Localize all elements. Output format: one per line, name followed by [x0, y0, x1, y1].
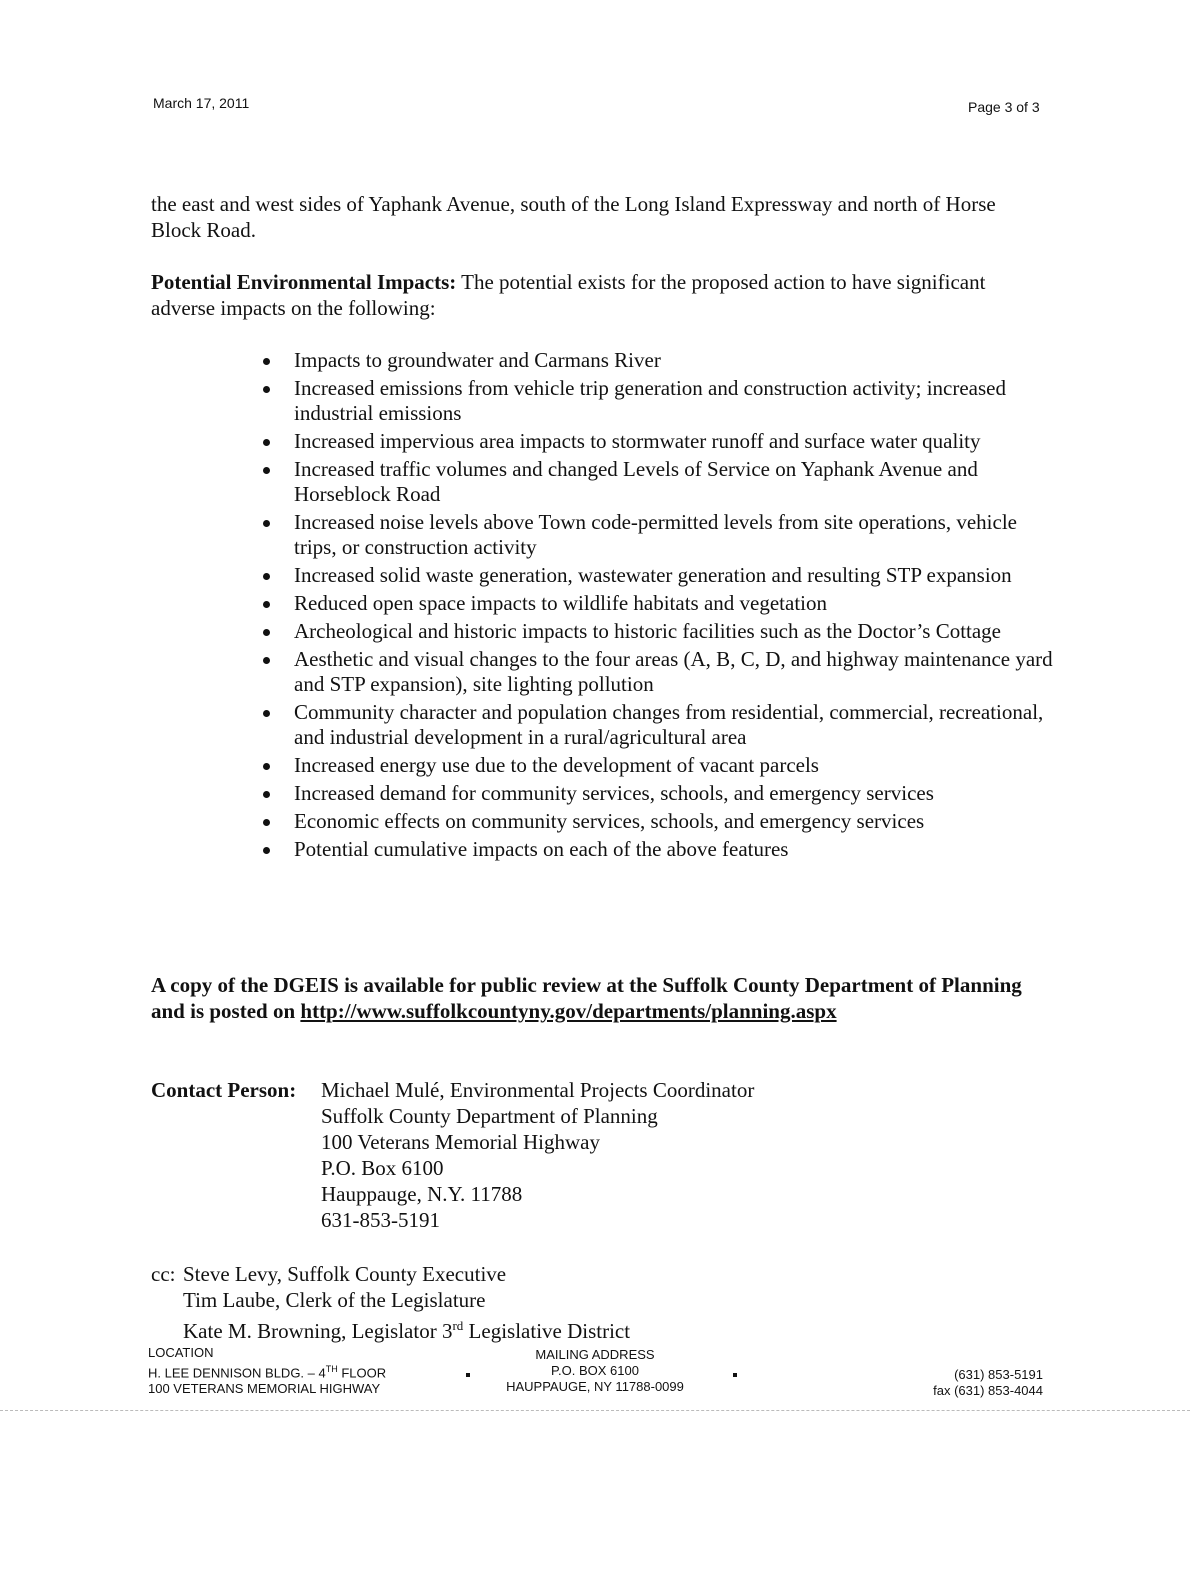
page-number: Page 3 of 3: [968, 99, 1040, 115]
footer-building: H. LEE DENNISON BLDG. – 4TH FLOOR: [148, 1364, 387, 1381]
impacts-paragraph: [151, 269, 1051, 321]
contact-po-box: P.O. Box 6100: [321, 1156, 444, 1180]
footer-po-box: P.O. BOX 6100: [551, 1363, 639, 1378]
planning-website-link[interactable]: http://www.suffolkcountyny.gov/departments/planning.aspx: [300, 999, 837, 1023]
footer-mailing-address: [490, 1347, 700, 1395]
letter-date: March 17, 2011: [153, 95, 250, 111]
list-item: Increased impervious area impacts to stormwater runoff and surface water quality: [258, 429, 1058, 454]
cc-recipients: [183, 1261, 630, 1344]
availability-notice: [151, 972, 1051, 1024]
list-item: Increased noise levels above Town code-permitted levels from site operations, vehicle trips, or construction activity: [258, 510, 1058, 560]
list-item: Increased energy use due to the development of vacant parcels: [258, 753, 1058, 778]
list-item: Increased traffic volumes and changed Levels of Service on Yaphank Avenue and Horseblock Road: [258, 457, 1058, 507]
cc-recipient: Tim Laube, Clerk of the Legislature: [183, 1288, 486, 1312]
footer-location-label: LOCATION: [148, 1345, 214, 1360]
footer-phone: (631) 853-5191: [954, 1367, 1043, 1382]
cc-recipient: Kate M. Browning, Legislator 3rd Legislative District: [183, 1318, 631, 1343]
contact-phone: 631-853-5191: [321, 1208, 440, 1232]
footer-separator-dot: [733, 1373, 737, 1377]
contact-department: Suffolk County Department of Planning: [321, 1104, 658, 1128]
list-item: Increased emissions from vehicle trip generation and construction activity; increased industrial emissions: [258, 376, 1058, 426]
footer-city: HAUPPAUGE, NY 11788-0099: [506, 1379, 684, 1394]
contact-city: Hauppauge, N.Y. 11788: [321, 1182, 523, 1206]
list-item: Aesthetic and visual changes to the four areas (A, B, C, D, and highway maintenance yard and STP expansion), site lighting pollution: [258, 647, 1058, 697]
impacts-list: [258, 348, 1058, 865]
cc-label: cc:: [151, 1262, 176, 1286]
list-item: Increased solid waste generation, wastewater generation and resulting STP expansion: [258, 563, 1058, 588]
contact-details: [321, 1077, 754, 1233]
cc-recipient: Steve Levy, Suffolk County Executive: [183, 1262, 507, 1286]
contact-street: 100 Veterans Memorial Highway: [321, 1130, 600, 1154]
list-item: Community character and population changes from residential, commercial, recreational, and industrial development in a rural/agricultural area: [258, 700, 1058, 750]
footer-mailing-label: MAILING ADDRESS: [535, 1347, 655, 1362]
intro-paragraph: the east and west sides of Yaphank Avenue, south of the Long Island Expressway and north of Horse Block Road.: [151, 192, 996, 242]
footer-location: [148, 1345, 386, 1397]
footer-phone-block: [880, 1367, 1043, 1399]
impacts-heading: Potential Environmental Impacts:: [151, 270, 457, 294]
footer-street: 100 VETERANS MEMORIAL HIGHWAY: [148, 1381, 381, 1397]
scan-artifact-line: [0, 1410, 1190, 1411]
list-item: Increased demand for community services, schools, and emergency services: [258, 781, 1058, 806]
contact-label: Contact Person:: [151, 1078, 297, 1102]
impacts-text: The potential exists for the proposed action to have significant adverse impacts on the following:: [151, 270, 986, 320]
list-item: Archeological and historic impacts to historic facilities such as the Doctor’s Cottage: [258, 619, 1058, 644]
notice-text: A copy of the DGEIS is available for public review at the Suffolk County Department of Planning and is posted on: [151, 973, 1022, 1023]
list-item: Impacts to groundwater and Carmans River: [258, 348, 1058, 373]
list-item: Potential cumulative impacts on each of the above features: [258, 837, 1058, 862]
list-item: Economic effects on community services, schools, and emergency services: [258, 809, 1058, 834]
list-item: Reduced open space impacts to wildlife habitats and vegetation: [258, 591, 1058, 616]
footer-separator-dot: [466, 1373, 470, 1377]
footer-fax: fax (631) 853-4044: [933, 1383, 1043, 1398]
contact-name: Michael Mulé, Environmental Projects Coordinator: [321, 1078, 755, 1102]
